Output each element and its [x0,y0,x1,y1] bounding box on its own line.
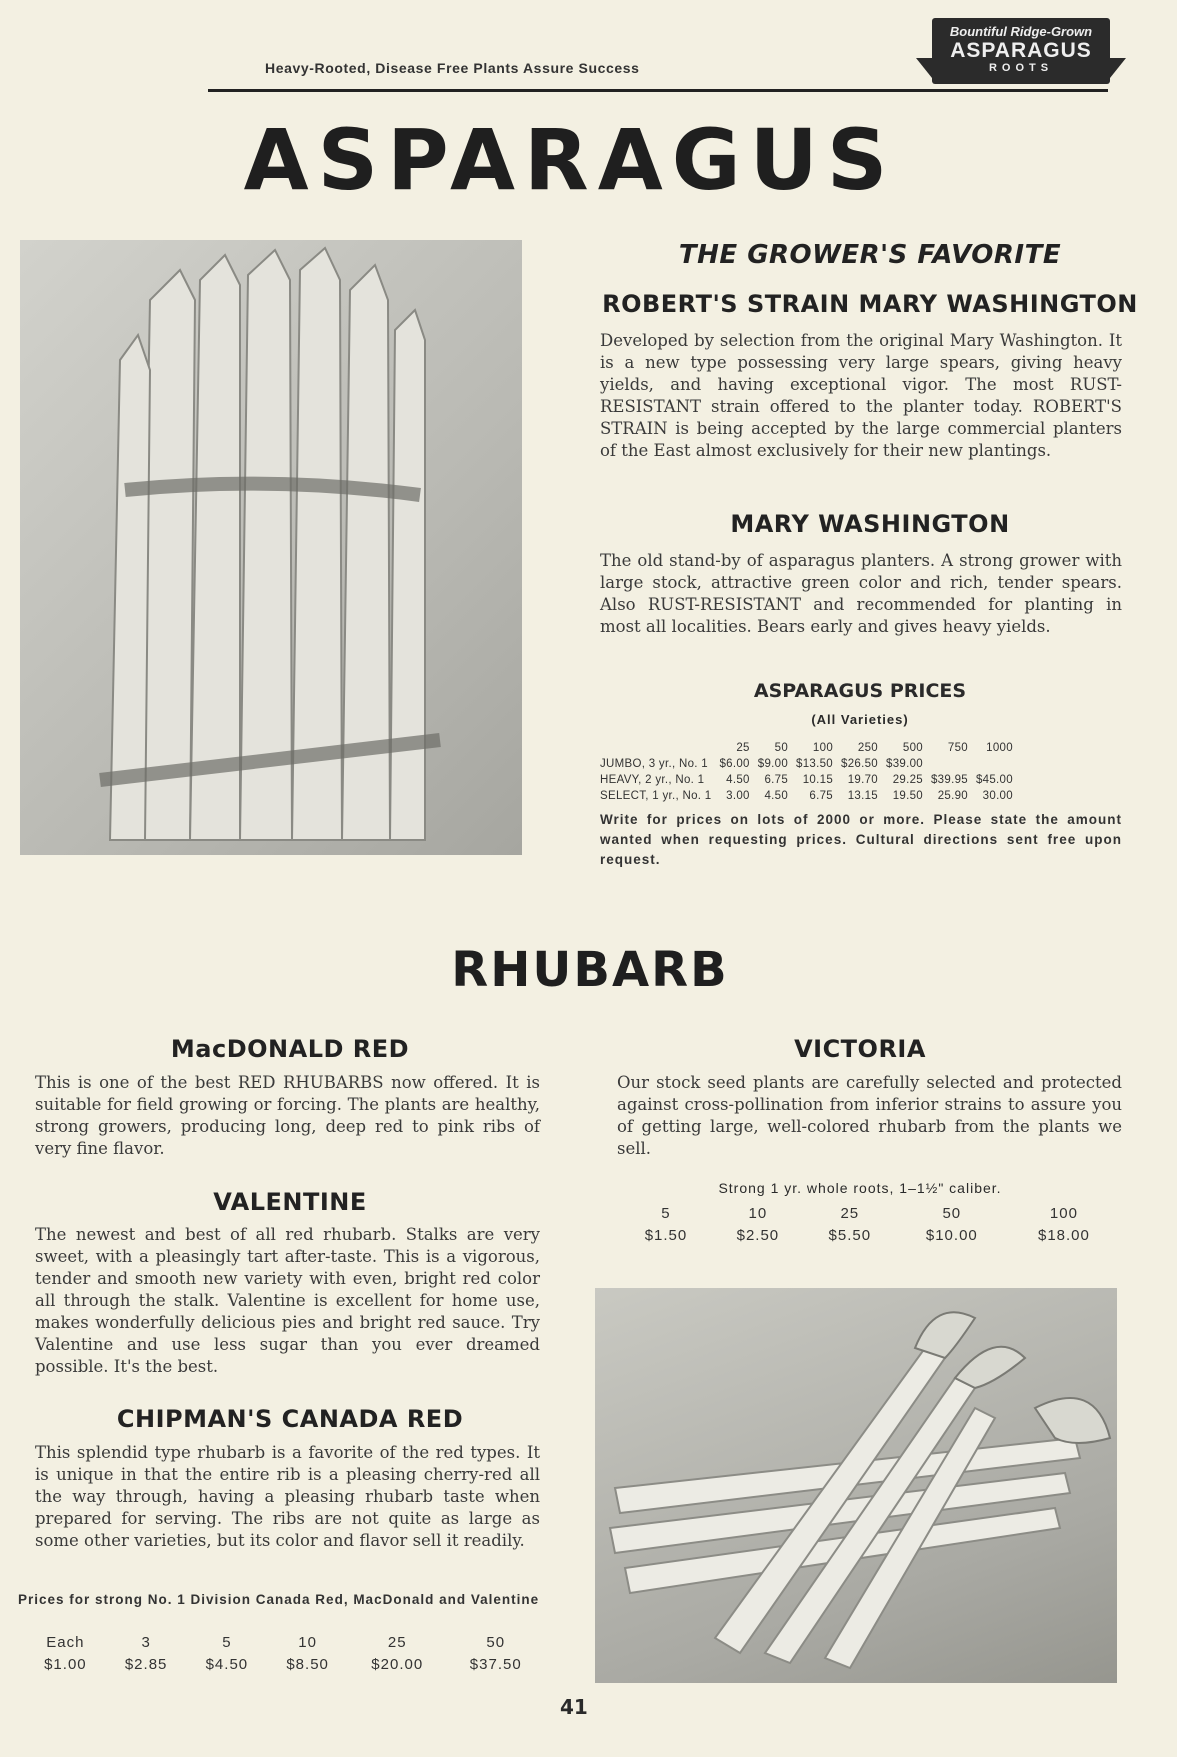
valentine-heading: VALENTINE [213,1188,367,1216]
price-cell: $1.00 [44,1656,87,1673]
price-cell: $20.00 [371,1656,424,1673]
roberts-strain-heading: ROBERT'S STRAIN MARY WASHINGTON [602,290,1138,318]
price-cell: 25.90 [937,790,968,802]
table-row [620,1225,1120,1247]
victoria-price-table [620,1203,1120,1247]
badge-ribbon-right [1110,58,1126,78]
badge-line2: ASPARAGUS [950,39,1092,62]
price-cell: $5.50 [828,1227,872,1244]
asparagus-title: ASPARAGUS [243,111,897,209]
rhubarb-photo [595,1288,1117,1683]
rhubarb-bundle-illustration [595,1288,1117,1683]
qty-cell: 50 [942,1205,962,1222]
table-row [25,1632,545,1654]
asparagus-bundle-illustration [20,240,522,855]
qty-cell: 100 [1049,1205,1078,1222]
mary-washington-body: The old stand-by of asparagus planters. A strong grower with large stock, attractive green color and rich, tender spears. Also RUST-RESISTANT and recommended for planting in most all localities. Bears early and gives heavy yields. [600,551,1122,636]
macdonald-red-body: This is one of the best RED RHUBARBS now offered. It is suitable for field growing or forcing. The plants are healthy, strong growers, producing long, deep red to pink ribs of very fine flavor. [35,1073,540,1158]
price-cell: $2.50 [736,1227,780,1244]
price-cell: 29.25 [892,774,923,786]
price-cell: $18.00 [1037,1227,1090,1244]
qty-cell: 25 [387,1634,407,1651]
asparagus-photo [20,240,522,855]
row-label: HEAVY, 2 yr., No. 1 [600,774,705,786]
price-cell: $6.00 [719,758,750,770]
table-row [600,756,1017,772]
price-col-header: 50 [774,742,789,754]
price-cell: 4.50 [726,774,750,786]
asparagus-prices-heading: ASPARAGUS PRICES [753,680,967,702]
price-cell: 30.00 [982,790,1013,802]
victoria-prices-caption: Strong 1 yr. whole roots, 1–1½" caliber. [718,1180,1002,1196]
price-cell: $13.50 [796,758,834,770]
qty-cell: 5 [222,1634,232,1651]
price-col-header: 500 [902,742,923,754]
table-row [620,1203,1120,1225]
asparagus-price-table [600,740,1017,804]
chipman-canada-red-heading: CHIPMAN'S CANADA RED [116,1405,464,1433]
roberts-strain-body: Developed by selection from the original Mary Washington. It is a new type possessing very large spears, giving heavy yields, and having exceptional vigor. The most RUST-RESISTANT strain offered to the planter today. ROBERT'S STRAIN is being accepted by the large commercial planters of the East almost exclusively for their new plantings. [600,331,1122,460]
table-row [600,772,1017,788]
price-cell [927,756,972,772]
badge-box [932,18,1110,84]
brand-badge [916,18,1126,93]
victoria-price-table-wrap [620,1203,1120,1247]
row-label: SELECT, 1 yr., No. 1 [600,790,712,802]
price-col-header: 100 [812,742,834,754]
asparagus-price-table-wrap [600,740,1125,804]
rhubarb-title: RHUBARB [451,942,729,998]
price-cell: 13.15 [847,790,878,802]
price-col-header: 1000 [986,742,1013,754]
badge-line3: ROOTS [988,62,1054,74]
qty-cell: 25 [840,1205,860,1222]
price-col-header: 25 [736,742,750,754]
qty-cell: 5 [661,1205,671,1222]
chipman-canada-red-body: This splendid type rhubarb is a favorite of the red types. It is unique in that the entire rib is a pleasing cherry-red all the way through, having a pleasing rhubarb taste when prepared for serving. The ribs are not quite as large as some other varieties, but its color and flavor sell it readily. [35,1443,540,1550]
price-cell: $8.50 [286,1656,329,1673]
table-row [25,1654,545,1676]
price-cell: $39.95 [930,774,968,786]
division-price-table-wrap [25,1632,545,1676]
qty-cell: 10 [748,1205,768,1222]
price-cell: 10.15 [802,774,834,786]
price-cell: $37.50 [469,1656,522,1673]
price-cell [972,756,1017,772]
badge-ribbon-left [916,58,932,78]
price-cell: $39.00 [886,758,923,770]
victoria-body: Our stock seed plants are carefully selected and protected against cross-pollination from inferior strains to assure you of getting large, well-colored rhubarb from the plants we sell. [617,1073,1122,1158]
table-row [600,788,1017,804]
qty-cell: Each [46,1634,85,1651]
growers-favorite-heading: THE GROWER'S FAVORITE [678,240,1062,270]
victoria-heading: VICTORIA [794,1035,926,1063]
price-cell: $4.50 [205,1656,249,1673]
price-cell: 3.00 [726,790,750,802]
price-cell: 4.50 [764,790,789,802]
price-cell: 6.75 [764,774,789,786]
price-col-header: 250 [857,742,878,754]
price-cell: 19.70 [847,774,878,786]
page-number: 41 [560,1695,588,1719]
price-cell: $1.50 [644,1227,688,1244]
price-cell: 19.50 [892,790,923,802]
asparagus-prices-note: Write for prices on lots of 2000 or more. Please state the amount wanted when requesting prices. Cultural directions sent free upon request. [600,812,1122,867]
price-table-header-row [600,740,1017,756]
qty-cell: 3 [141,1634,151,1651]
price-col-header: 750 [947,742,968,754]
row-label: JUMBO, 3 yr., No. 1 [600,758,708,770]
price-cell: 6.75 [809,790,834,802]
division-prices-caption: Prices for strong No. 1 Division Canada Red, MacDonald and Valentine [18,1592,540,1607]
asparagus-prices-subheading: (All Varieties) [811,712,909,727]
division-price-table [25,1632,545,1676]
header-tagline: Heavy-Rooted, Disease Free Plants Assure Success [265,60,640,76]
badge-line1: Bountiful Ridge-Grown [949,24,1093,39]
price-cell: $10.00 [925,1227,978,1244]
price-cell: $45.00 [975,774,1013,786]
macdonald-red-heading: MacDONALD RED [170,1035,410,1063]
qty-cell: 10 [298,1634,317,1651]
price-cell: $9.00 [757,758,789,770]
price-cell: $2.85 [124,1656,168,1673]
qty-cell: 50 [486,1634,506,1651]
mary-washington-heading: MARY WASHINGTON [730,510,1010,538]
valentine-body: The newest and best of all red rhubarb. Stalks are very sweet, with a pleasingly tart after-taste. This is a vigorous, tender and smooth new variety with even, bright red color all through the stalk. Valentine is excellent for home use, makes wonderfully delicious pies and bright red sauce. Try Valentine and use less sugar than you ever dreamed possible. It's the best. [35,1225,540,1376]
price-cell: $26.50 [841,758,878,770]
